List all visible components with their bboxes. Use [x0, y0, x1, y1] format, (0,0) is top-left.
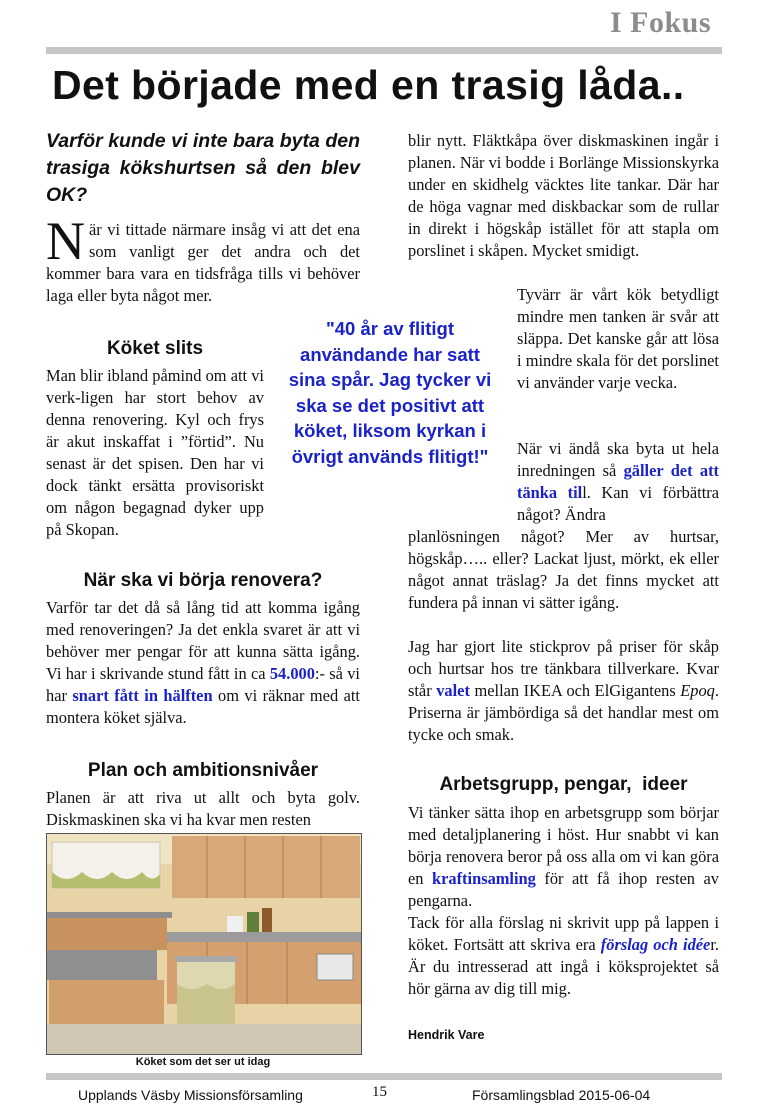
- half-highlight: snart fått in hälften: [72, 686, 213, 705]
- paragraph-arbetsgrupp-2: Tack för alla förslag ni skrivit upp på lappen i köket. Fortsätt att skriva era förslag och idéer. Är du intresserad att ingå i köksprojektet så hör gärna av dig till mig.: [408, 913, 719, 998]
- paragraph-right-top: blir nytt. Fläktkåpa över diskmaskinen ingår i planen. När vi bodde i Borlänge Missionskyrka under en skidhelg väcktes lite tankar. Där har de höga vagnar med diskbackar som de rullar in direkt i högskåp istället för att stapla om porslinet i skåpen. Mycket smidigt.: [408, 131, 719, 260]
- page-number: 15: [372, 1084, 387, 1100]
- footer-date: Församlingsblad 2015-06-04: [472, 1087, 651, 1103]
- intro-paragraph: När vi tittade närmare insåg vi att det ena som vanligt ger det andra och det kommer bara vara en tidsfråga tills vi behöver laga eller byta något mer.: [46, 211, 360, 305]
- footer-rule: [46, 1073, 722, 1080]
- paragraph-plan: Planen är att riva ut allt och byta golv. Diskmaskinen ska vi ha kvar men resten: [46, 788, 360, 829]
- paragraph-prices: Jag har gjort lite stickprov på priser för skåp och hurtsar hos tre tänkbara tillverkare. Kvar står valet mellan IKEA och ElGigantens Epoq. Priserna är jämbördiga så det handlar mest om tycke och smak.: [408, 637, 719, 744]
- lead-text: Varför kunde vi inte bara byta den trasiga kökshurtsen så den blev OK?: [46, 130, 360, 206]
- fundraising-highlight: kraftinsamling: [432, 869, 536, 888]
- kitchen-photo: [46, 833, 362, 1055]
- paragraph-right-narrow-1: Tyvärr är vårt kök betydligt mindre men tanken är svår att släppa. Det kanske går att lösa i mindre skala för det porslinet vi använder varje vecka.: [517, 285, 719, 392]
- pull-quote: "40 år av flitigt användande har satt sina spår. Jag tycker vi ska se det positivt att köket, liksom kyrkan i övrigt används flitigt!": [288, 318, 492, 467]
- drop-cap: N: [46, 211, 85, 271]
- photo-caption: Köket som det ser ut idag: [135, 1056, 271, 1068]
- suggestions-highlight: förslag och idée: [600, 935, 711, 954]
- footer-congregation: Upplands Väsby Missionsförsamling: [78, 1087, 303, 1103]
- heading-koket-slits: Köket slits: [106, 338, 204, 359]
- article-title: Det började med en trasig låda..: [52, 62, 685, 108]
- choice-highlight: valet: [436, 681, 470, 700]
- think-highlight: gäller det att tänka til: [517, 461, 719, 502]
- paragraph-right-narrow-2: När vi ändå ska byta ut hela inredningen så gäller det att tänka till. Kan vi förbättra något? Ändra: [517, 439, 719, 524]
- paragraph-right-continued: planlösningen något? Mer av hurtsar, högskåp….. eller? Lackat ljust, mörkt, ek eller något annat träslag? Ja det finns mycket att fundera på innan vi sätter igång.: [408, 527, 719, 612]
- heading-plan: Plan och ambitionsnivåer: [87, 760, 319, 781]
- heading-arbetsgrupp: Arbetsgrupp, pengar, ideer: [439, 774, 688, 795]
- amount-highlight: 54.000: [269, 664, 315, 683]
- author-name: Hendrik Vare: [408, 1028, 485, 1042]
- paragraph-nar-ska-vi: Varför tar det då så lång tid att komma igång med renoveringen? Ja det enkla svaret är att vi behöver mer pengar för att kunna sätta igång. Vi har i skrivande stund fått in ca 54.000:- så vi har snart fått in hälften om vi räknar med att montera köket själva.: [46, 598, 360, 727]
- heading-nar-ska-vi: När ska vi börja renovera?: [83, 570, 323, 591]
- paragraph-koket-slits: Man blir ibland påmind om att vi verk-ligen har stort behov av denna renovering. Kyl och frys är akut inskaffat i ”förtid”. Nu senast är det spisen. Den har vi dock tänkt ersätta provisoriskt om någon begagnad dyker upp på Skopan.: [46, 366, 264, 539]
- paragraph-arbetsgrupp-1: Vi tänker sätta ihop en arbetsgrupp som börjar med detaljplanering i höst. Hur snabbt vi kan börja renovera beror på oss alla om vi kan göra en kraftinsamling för att få ihop resten av pengarna.: [408, 803, 720, 910]
- section-label: I Fokus: [609, 6, 711, 39]
- header-rule: [46, 47, 722, 54]
